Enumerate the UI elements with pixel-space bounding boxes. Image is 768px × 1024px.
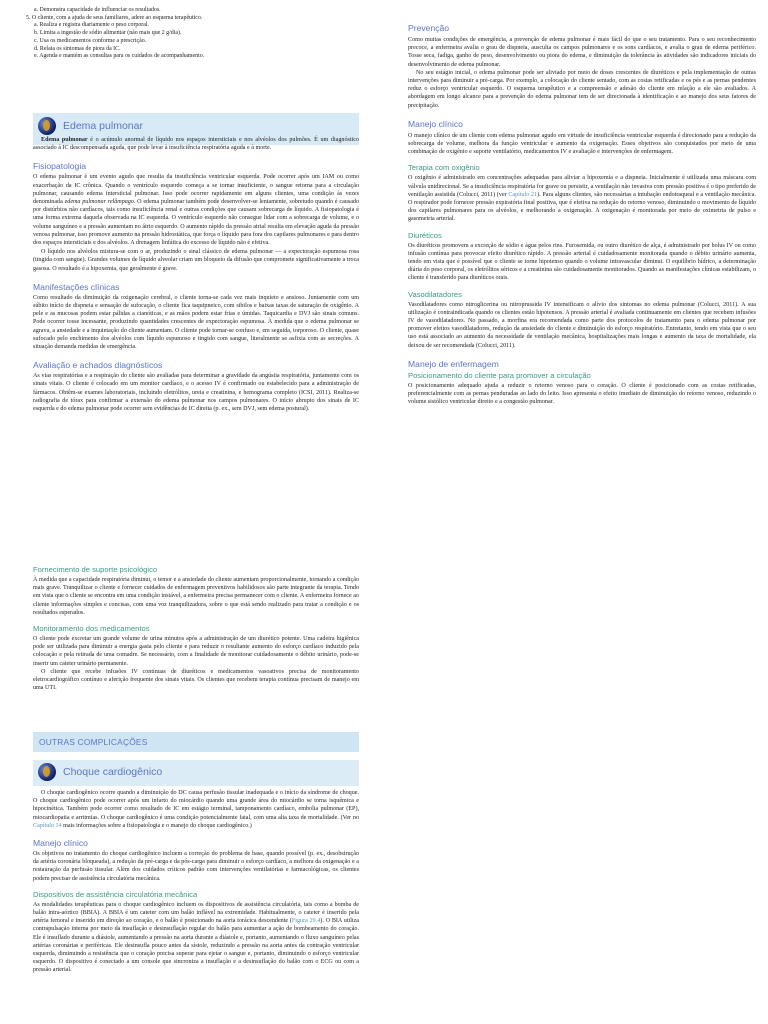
aval-heading: Avaliação e achados diagnósticos	[33, 360, 163, 371]
aval-paragraph: As vias respiratórias e a respiração do cliente são avaliadas para determinar a gravidade da angústia respiratória, juntamente com os sinais vitais. O cliente é colocado em um monitor cardíaco, e o acesso IV é confirmado ou estabelecido para a administração de fármacos. Obtêm-se exames laboratoriais, incluindo eletrólitos, ureia e creatinina, e hemograma completo (ICSI, 2011). Realiza-se radiografia de tórax para confirmar a extensão do edema pulmonar nos campos pulmonares. O início abrupto dos sinais de IC esquerda e do edema pulmonar pode ocorrer sem evidências de IC direita (p. ex., sem DVJ, sem edema postural).	[33, 373, 359, 413]
list-item: b. Limita a ingestão de sódio alimentar (não mais que 2 g/dia).	[34, 30, 182, 37]
prev-paragraph-1: Como muitas condições de emergência, a prevenção de edema pulmonar é mais fácil do que o seu tratamento. Para o seu reconhecimento precoce, a enfermeira avalia o grau de dispneia, ausculta os campos pulmonares e os sons cardíacos, e avalia o grau de edema periférico. Tosse seca, fadiga, ganho de peso, desenvolvimento ou piora do edema, e diminuição da tolerância às atividades são indicadores iniciais do desenvolvimento de edema pulmonar.	[408, 37, 756, 68]
diur-paragraph: Os diuréticos promovem a excreção de sódio e água pelos rins. Furosemida, ou outro diurético de alça, é administrado por bolus IV ou como infusão contínua para provocar efeito diurético rápido. A pressão arterial é cuidadosamente monitorada quando o débito urinário aumenta, tendo em vista que é possível que o cliente se torne hipotenso quando o volume intravascular diminui. O equilíbrio hídrico, a determinação diária do peso corporal, os eletrólitos séricos e a creatinina são cuidadosamente monitorados. Quando as manifestações clínicas estabilizam, o cliente é transferido para diuréticos orais.	[408, 242, 756, 282]
monit-paragraph-1: O cliente pode excretar um grande volume de urina minutos após a administração de um diurético potente. Uma cadeira higiênica pode ser utilizada para diminuir a energia gasta pelo cliente e para reduzir o resultante aumento do esforço cardíaco induzido pela colocação e pela retirada de uma comadre. Se necessário, com a finalidade de monitorar cuidadosamente o débito urinário, pode-se inserir um cateter urinário permanente.	[33, 636, 359, 667]
manejo2-paragraph: Os objetivos no tratamento do choque cardiogênico incluem a correção do problema de base, quando possível (p. ex., desobstrução da artéria coronária bloqueada), a redução da pré-carga e da pós-carga para diminuir o esforço cardíaco, a melhora da oxigenação e a restauração da perfusão tissular. Além dos cuidados críticos padrão com intervenções ventilatórias e farmacológicas, os clientes podem precisar de assistência circulatória mecânica.	[33, 851, 359, 882]
fisio-paragraph-2: O líquido nos alvéolos mistura-se com o ar, produzindo o sinal clássico de edema pulmonar — a expectoração espumosa rosa (tingida com sangue). Grandes volumes de líquido alveolar criam um bloqueio da difusão que compromete significativamente a troca gasosa. O resultado é a hipoxemia, que geralmente é grave.	[33, 249, 359, 272]
manejo-heading: Manejo clínico	[408, 118, 463, 129]
list-item: 5. O cliente, com a ajuda de seus familiares, adere ao esquema terapêutico.	[26, 14, 203, 21]
list-item: a. Realiza e registra diariamente o peso corporal.	[34, 22, 149, 29]
choque-paragraph: O choque cardiogênico ocorre quando a diminuição do DC causa perfusão tissular inadequada e o início da síndrome de choque. O choque cardiogênico pode ocorrer após um infarto do miocárdio quando uma grande área do miocárdio se torna isquêmica e hipocinética. Também pode ocorrer como resultado de IC em estágio terminal, tamponamento cardíaco, embolia pulmonar (EP), miocardiopatia e arritmias. O choque cardiogênico é uma condição potencialmente fatal, com uma alta taxa de mortalidade. (Ver no Capítulo 14 mais informações sobre a fisiopatologia e o manejo do choque cardiogênico.)	[33, 790, 359, 829]
list-item: a. Demonstra capacidade de influenciar os resultados.	[34, 7, 161, 13]
prev-paragraph-2: No seu estágio inicial, o edema pulmonar pode ser aliviado por meio de doses crescentes de diuréticos e pela implementação de outras intervenções para diminuir a pré-carga. Por exemplo, a colocação do cliente sentado, com as costas retificadas e os pés e as pernas pendentes reduz o esforço ventricular esquerdo. O esquema terapêutico e a compreensão e adesão do cliente em relação a ele são avaliados. A abordagem em longo alcance para a prevenção do edema pulmonar tem de ser direcionada à identificação e ao manejo dos seus fatores de precipitação.	[408, 69, 756, 109]
edema-title: Edema pulmonar	[63, 120, 143, 132]
edema-intro: Edema pulmonar é o acúmulo anormal de líquido nos espaços intersticiais e nos alvéolos dos pulmões. É um diagnóstico associado à IC descompensada aguda, que pode levar à insuficiência respiratória aguda e à morte.	[33, 137, 360, 152]
fisio-heading: Fisiopatologia	[33, 161, 87, 172]
monit-paragraph-2: O cliente que recebe infusões IV contínuas de diuréticos e medicamentos vasoativos precisa de monitoramento eletrocardiográfico contínuo e aferição frequente dos sinais vitais. Os clientes que recebem terapia contínua precisam de manejo em uma UTI.	[33, 668, 359, 692]
vaso-heading: Vasodilatadores	[408, 289, 462, 299]
manejo2-heading: Manejo clínico	[33, 838, 88, 849]
right-column	[408, 23, 756, 407]
suporte-heading: Fornecimento de suporte psicológico	[33, 565, 158, 574]
manejo-paragraph: O manejo clínico de um cliente com edema pulmonar agudo em virtude de insuficiência ventricular esquerda é direcionado para a redução da sobrecarga de volume, melhora da função ventricular e aumento da oxigenação. Esses objetivos são conquistados por meio de uma combinação de oxigênio e suporte ventilatório, medicamentos IV e avaliação e intervenções de enfermagem.	[408, 132, 756, 156]
posic-heading: Posicionamento do cliente para promover a circulação	[408, 370, 591, 380]
edema-section	[33, 136, 359, 413]
manif-paragraph: Como resultado da diminuição da oxigenação cerebral, o cliente torna-se cada vez mais inquieto e ansioso. Juntamente com um súbito início de dispneia e sensação de sufocação, o cliente fica taquipneico, com sibilos e baixas taxas de saturação de oxigênio. A pele e as mucosas podem estar pálidas a cianóticas, e as mãos podem estar frias e úmidas. Taquicardia e DVJ são sinais comuns. Pode ocorrer tosse incessante, produzindo quantidades crescentes de expectoração espumosa. À medida que o edema pulmonar se agrava, a ansiedade e a inquietação do cliente aumentam. O cliente pode tornar-se confuso e, em seguida, torporoso. O cliente, quase sufocado pelo enchimento dos alvéolos com líquido espumoso e tingido com sangue, literalmente se asfixia com as secreções. A situação demanda medidas de emergência.	[33, 294, 359, 351]
fisio-paragraph-1: O edema pulmonar é um evento agudo que resulta da insuficiência ventricular esquerda. Pode ocorrer após um IAM ou como exacerbação da IC crônica. Quando o ventrículo esquerdo começa a se tornar insuficiente, o sangue retorna para a circulação pulmonar, causando edema intersticial pulmonar. Isso pode ocorrer rapidamente em alguns clientes, uma condição às vezes denominada edema pulmonar relâmpago. O edema pulmonar também pode desenvolver-se lentamente, sobretudo quando é causado por distúrbios não cardíacos, tais como insuficiência renal e outras condições que causam sobrecarga de líquido. A fisiopatologia é uma forma extrema daquela observada na IC esquerda. O ventrículo esquerdo não consegue lidar com a sobrecarga de volume, e o volume sanguíneo e a pressão aumentam no átrio esquerdo. O aumento rápido da pressão atrial resulta em elevação aguda da pressão venosa pulmonar, isso promove aumento na pressão hidrostática, que força o líquido para fora dos capilares pulmonares e para dentro dos espaços intersticiais e dos alvéolos. A drenagem linfática do excesso de líquido não é efetiva.	[33, 174, 359, 247]
prev-heading: Prevenção	[408, 23, 450, 33]
terapia-heading: Terapia com oxigênio	[408, 163, 480, 173]
list-item: c. Usa os medicamentos conforme a prescrição.	[34, 37, 147, 44]
monit-heading: Monitoramento dos medicamentos	[33, 624, 150, 634]
globe-icon	[38, 763, 56, 781]
manejo-enf-heading: Manejo de enfermagem	[408, 358, 499, 369]
globe-icon	[38, 117, 56, 135]
list-item: e. Agenda e mantém as consultas para os cuidados de acompanhamento.	[34, 53, 205, 60]
choque-banner	[33, 760, 359, 786]
posic-paragraph: O posicionamento adequado ajuda a reduzir o retorno venoso para o coração. O cliente é posicionado com as costas retificadas, preferencialmente com as pernas penduradas ao lado do leito. Isso apresenta o efeito imediato de diminuição do retorno venoso, reduzindo o volume sistólico ventricular direito e a congestão pulmonar.	[408, 382, 756, 406]
disp-heading: Dispositivos de assistência circulatória mecânica	[33, 889, 198, 899]
outras-complicacoes-bar: OUTRAS COMPLICAÇÕES	[33, 732, 359, 752]
figure-link[interactable]: Figura 29.4	[291, 918, 321, 925]
terapia-paragraph: O oxigênio é administrado em concentrações adequadas para aliviar a hipoxemia e a dispneia. Inicialmente é utilizada uma máscara com válvula unidirecional. Se a insuficiência respiratória for grave ou persistir, a ventilação não invasiva com pressão positiva é o tipo preferido de ventilação assistida (Colucci, 2011) (ver Capítulo 21). Para alguns clientes, são necessárias a intubação endotraqueal e a ventilação mecânica. O respirador pode fornecer pressão expiratória final positiva, que é efetiva na redução do retorno venoso, diminuindo o movimento de líquido dos capilares pulmonares para os alvéolos, e melhorando a oxigenação. A oxigenação é monitorada por meio de oximetria de pulso e gasometria arterial.	[408, 175, 756, 223]
choque-section	[33, 789, 359, 975]
manif-heading: Manifestações clínicas	[33, 281, 120, 292]
suporte-paragraph: À medida que a capacidade respiratória diminui, o temor e a ansiedade do cliente aumentam proporcionalmente, tornando a condição mais grave. Tranquilizar o cliente e fornecer cuidados de enfermagem preventivos habilidosos são parte integrante da terapia. Tendo em vista que o cliente se encontra em uma condição instável, a enfermeira precisa permanecer com o cliente. A enfermeira fornece ao cliente informações simples e concisas, com uma voz tranquilizadora, sobre o que está sendo realizado para tratar a condição e os resultados esperados.	[33, 577, 359, 616]
list-item: d. Relata os sintomas de piora da IC.	[34, 45, 121, 52]
choque-title: Choque cardiogênico	[63, 766, 163, 778]
diur-heading: Diuréticos	[408, 230, 442, 240]
lower-section	[33, 565, 359, 692]
chapter-link[interactable]: Capítulo 14	[33, 822, 62, 829]
vaso-paragraph: Vasodilatadores como nitroglicerina ou nitroprussida IV intensificam o alívio dos sintomas no edema pulmonar (Colucci, 2011). A sua utilização é contraindicada quando os clientes estão hipotensos. A pressão arterial é avaliada continuamente em clientes que recebem infusões IV de vasodilatadores. No passado, a morfina era recomendada como parte dos protocolos de tratamento para o edema pulmonar por promover efeitos vasodilatadores, redução da ansiedade do cliente e diminuição do esforço respiratório. Entretanto, tendo em vista que o seu uso está associado ao aumento da necessidade de ventilação mecânica, hospitalizações mais longas e aumento da taxa de mortalidade, ela deixou de ser recomendada (Colucci, 2011).	[408, 301, 756, 349]
top-outcome-list	[26, 7, 346, 61]
disp-paragraph: As modalidades terapêuticas para o choque cardiogênico incluem os dispositivos de assistência circulatória, tais como a bomba de balão intra-aórtico (BBIA). A BBIA é um cateter com um balão inflável na extremidade. Habitualmente, o cateter é inserido pela artéria femoral e inserido em direção ao coração, e o balão é posicionado na aorta torácica descendente (Figura 29.4). O BIA utiliza contrapulsação interna por meio da insuflação e desinsuflação regular do balão para aumentar a ação de bombeamento do coração. Ele é insuflado durante a diástole, aumentando a pressão na aorta durante a diástole e, portanto, aumentando o fluxo sanguíneo pelas artérias coronárias e periféricas. Ele desinsufla pouco antes da sístole, reduzindo a pressão na aorta antes da contração ventricular esquerda, diminuindo a resistência que o coração precisa superar para ejetar o sangue e, portanto, diminuindo o esforço ventricular esquerdo. O dispositivo é conectado a um console que sincroniza a insuflação e a desinsuflação do balão com o ECG ou com a pressão arterial.	[33, 901, 359, 974]
chapter-link[interactable]: Capítulo 21	[508, 191, 538, 198]
